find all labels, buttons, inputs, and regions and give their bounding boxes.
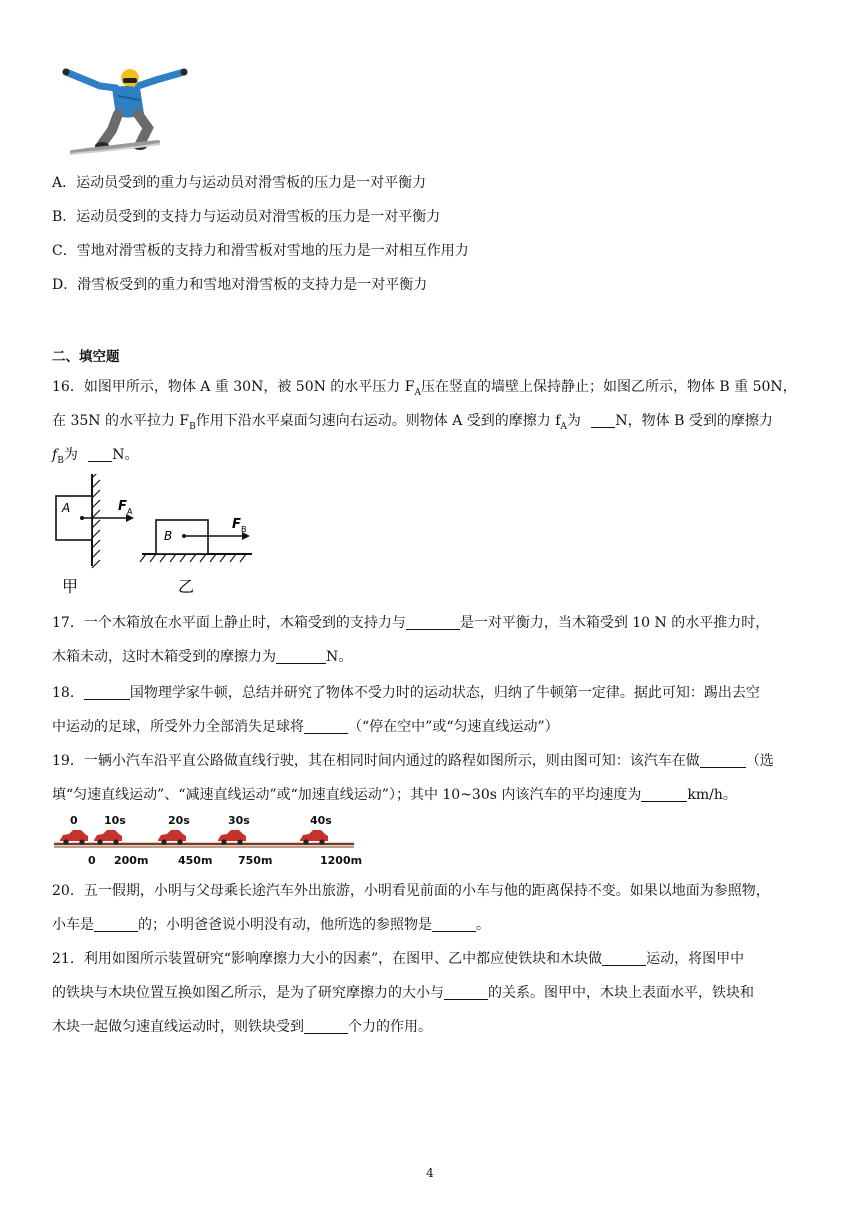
distance-label: 450m bbox=[178, 854, 213, 867]
time-label: 40s bbox=[310, 814, 332, 827]
option-c: C．雪地对滑雪板的支持力和滑雪板对雪地的压力是一对相互作用力 bbox=[52, 243, 469, 259]
q16-line-2: 在 35N 的水平拉力 $F_B$作用下沿水平桌面匀速向右运动。则物体 A 受到的摩擦力 $f_A$为 N，物体 B 受到的摩擦力 bbox=[52, 413, 773, 432]
car-icon bbox=[218, 830, 246, 845]
q16-force-figure bbox=[52, 474, 262, 598]
option-a: A．运动员受到的重力与运动员对滑雪板的压力是一对平衡力 bbox=[52, 175, 427, 191]
time-label: 0 bbox=[70, 814, 78, 827]
q21-line-3: 木块一起做匀速直线运动时，则铁块受到 个力的作用。 bbox=[52, 1019, 432, 1035]
q20-line-2: 小车是 的；小明爸爸说小明没有动，他所选的参照物是 。 bbox=[52, 917, 490, 933]
q20-line-1: 20．五一假期，小明与父母乘长途汽车外出旅游，小明看见前面的小车与他的距离保持不变。如果以地面为参照物， bbox=[52, 883, 770, 899]
q18-line-2: 中运动的足球，所受外力全部消失足球将 （“停在空中”或“匀速直线运动”） bbox=[52, 719, 559, 735]
caption-yi: 乙 bbox=[178, 577, 195, 596]
q19-line-2: 填“匀速直线运动”、“减速直线运动”或“加速直线运动”）；其中 10~30s 内该汽车的平均速度为 km/h。 bbox=[52, 787, 737, 803]
car-icon bbox=[60, 830, 88, 845]
q19-line-1: 19．一辆小汽车沿平直公路做直线行驶，其在相同时间内通过的路程如图所示，则由图可知：该汽车在做 （选 bbox=[52, 753, 774, 769]
distance-label: 0 bbox=[88, 854, 96, 867]
q17-line-2: 木箱未动，这时木箱受到的摩擦力为 N。 bbox=[52, 649, 353, 665]
time-label: 20s bbox=[168, 814, 190, 827]
car-icon bbox=[158, 830, 186, 845]
distance-label: 750m bbox=[238, 854, 273, 867]
q21-line-2: 的铁块与木块位置互换如图乙所示，是为了研究摩擦力的大小与 的关系。图甲中，木块上表面水平，铁块和 bbox=[52, 985, 754, 1001]
car-icon bbox=[94, 830, 122, 845]
force-a-label: F bbox=[118, 499, 127, 514]
caption-jia: 甲 bbox=[62, 577, 79, 596]
force-b-sub: B bbox=[241, 525, 247, 534]
q18-line-1: 18． 国物理学家牛顿，总结并研究了物体不受力时的运动状态，归纳了牛顿第一定律。据此可知：踢出去空 bbox=[52, 685, 760, 701]
q16-line-1: 16．如图甲所示，物体 A 重 30N，被 50N 的水平压力 $F_A$压在竖直的墙壁上保持静止；如图乙所示，物体 B 重 50N， bbox=[52, 379, 797, 398]
time-label: 30s bbox=[228, 814, 250, 827]
q17-line-1: 17．一个木箱放在水平面上静止时，木箱受到的支持力与 是一对平衡力，当木箱受到 10 N 的水平推力时， bbox=[52, 615, 770, 631]
time-label: 10s bbox=[104, 814, 126, 827]
car-icon bbox=[300, 830, 328, 845]
q19-car-figure bbox=[52, 812, 372, 868]
label-a: A bbox=[62, 501, 71, 515]
label-b: B bbox=[164, 529, 173, 543]
snowboarder-figure bbox=[60, 66, 190, 162]
distance-label: 200m bbox=[114, 854, 149, 867]
page-number: 4 bbox=[426, 1166, 434, 1180]
option-d: D．滑雪板受到的重力和雪地对滑雪板的支持力是一对平衡力 bbox=[52, 277, 428, 293]
option-b: B．运动员受到的支持力与运动员对滑雪板的压力是一对平衡力 bbox=[52, 209, 441, 225]
q21-line-1: 21．利用如图所示装置研究“影响摩擦力大小的因素”，在图甲、乙中都应使铁块和木块做 运动，将图甲中 bbox=[52, 951, 745, 967]
force-a-sub: A bbox=[127, 507, 133, 516]
q16-line-3: $f_B$为 N。 bbox=[52, 447, 139, 466]
section-title: 二、填空题 bbox=[52, 349, 120, 365]
force-b-label: F bbox=[232, 517, 241, 532]
distance-label: 1200m bbox=[320, 854, 363, 867]
